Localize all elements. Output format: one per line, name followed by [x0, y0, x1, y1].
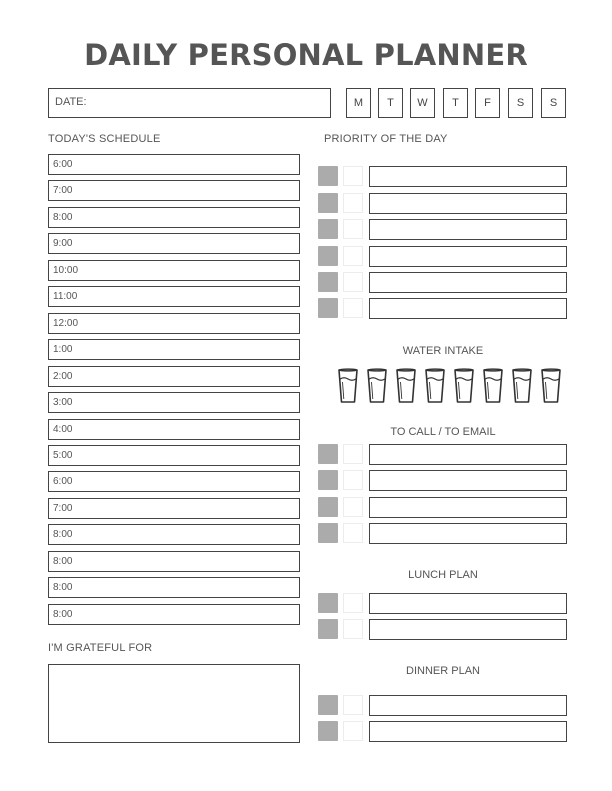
water-intake-label: WATER INTAKE: [402, 345, 484, 357]
dinner-plan-label: DINNER PLAN: [406, 665, 480, 677]
water-glass-icon[interactable]: [424, 368, 446, 404]
schedule-row[interactable]: [48, 180, 300, 201]
priority-input[interactable]: [369, 193, 567, 214]
priority-marker: [318, 246, 338, 266]
lunch-input[interactable]: [369, 619, 567, 640]
dinner-checkbox[interactable]: [343, 721, 363, 741]
day-thursday[interactable]: T: [443, 88, 468, 118]
schedule-time: 2:00: [53, 371, 73, 382]
lunch-plan-label: LUNCH PLAN: [408, 569, 478, 581]
to-call-checkbox[interactable]: [343, 470, 363, 490]
schedule-time: 6:00: [53, 476, 73, 487]
schedule-row[interactable]: [48, 419, 300, 440]
schedule-time: 8:00: [53, 529, 73, 540]
schedule-row[interactable]: [48, 233, 300, 254]
schedule-row[interactable]: [48, 366, 300, 387]
schedule-row[interactable]: [48, 604, 300, 625]
schedule-time: 11:00: [53, 291, 78, 302]
to-call-checkbox[interactable]: [343, 523, 363, 543]
lunch-checkbox[interactable]: [343, 619, 363, 639]
priority-checkbox[interactable]: [343, 246, 363, 266]
schedule-time: 8:00: [53, 609, 73, 620]
schedule-row[interactable]: [48, 524, 300, 545]
schedule-row[interactable]: [48, 207, 300, 228]
schedule-row[interactable]: [48, 498, 300, 519]
schedule-row[interactable]: [48, 286, 300, 307]
to-call-checkbox[interactable]: [343, 444, 363, 464]
schedule-row[interactable]: [48, 339, 300, 360]
water-glass-icon[interactable]: [366, 368, 388, 404]
dinner-input[interactable]: [369, 721, 567, 742]
to-call-marker: [318, 523, 338, 543]
priority-checkbox[interactable]: [343, 272, 363, 292]
schedule-row[interactable]: [48, 260, 300, 281]
day-wednesday[interactable]: W: [410, 88, 435, 118]
to-call-label: TO CALL / TO EMAIL: [390, 426, 496, 438]
dinner-marker: [318, 695, 338, 715]
lunch-marker: [318, 619, 338, 639]
schedule-row[interactable]: [48, 154, 300, 175]
priority-marker: [318, 272, 338, 292]
water-glass-icon[interactable]: [511, 368, 533, 404]
schedule-time: 12:00: [53, 318, 79, 329]
priority-marker: [318, 193, 338, 213]
priority-label: PRIORITY OF THE DAY: [324, 133, 448, 145]
date-label: DATE:: [55, 96, 87, 108]
priority-checkbox[interactable]: [343, 298, 363, 318]
water-glass-icon[interactable]: [482, 368, 504, 404]
lunch-input[interactable]: [369, 593, 567, 614]
day-tuesday[interactable]: T: [378, 88, 403, 118]
grateful-textarea[interactable]: [48, 664, 300, 743]
water-glass-icon[interactable]: [337, 368, 359, 404]
schedule-time: 10:00: [53, 265, 79, 276]
priority-checkbox[interactable]: [343, 219, 363, 239]
to-call-input[interactable]: [369, 523, 567, 544]
schedule-row[interactable]: [48, 551, 300, 572]
day-sunday[interactable]: S: [541, 88, 566, 118]
priority-marker: [318, 166, 338, 186]
schedule-row[interactable]: [48, 471, 300, 492]
schedule-time: 1:00: [53, 344, 73, 355]
page-title: DAILY PERSONAL PLANNER: [84, 38, 528, 72]
priority-marker: [318, 298, 338, 318]
schedule-label: TODAY'S SCHEDULE: [48, 133, 161, 145]
to-call-marker: [318, 470, 338, 490]
priority-checkbox[interactable]: [343, 193, 363, 213]
dinner-checkbox[interactable]: [343, 695, 363, 715]
to-call-input[interactable]: [369, 470, 567, 491]
day-friday[interactable]: F: [475, 88, 500, 118]
schedule-time: 8:00: [53, 212, 73, 223]
dinner-marker: [318, 721, 338, 741]
to-call-input[interactable]: [369, 444, 567, 465]
day-monday[interactable]: M: [346, 88, 371, 118]
lunch-marker: [318, 593, 338, 613]
priority-input[interactable]: [369, 166, 567, 187]
priority-input[interactable]: [369, 246, 567, 267]
schedule-time: 8:00: [53, 556, 73, 567]
to-call-marker: [318, 444, 338, 464]
day-saturday[interactable]: S: [508, 88, 533, 118]
priority-input[interactable]: [369, 272, 567, 293]
water-glass-icon[interactable]: [453, 368, 475, 404]
lunch-checkbox[interactable]: [343, 593, 363, 613]
dinner-input[interactable]: [369, 695, 567, 716]
priority-marker: [318, 219, 338, 239]
to-call-input[interactable]: [369, 497, 567, 518]
schedule-time: 8:00: [53, 582, 73, 593]
schedule-time: 5:00: [53, 450, 73, 461]
priority-input[interactable]: [369, 219, 567, 240]
priority-checkbox[interactable]: [343, 166, 363, 186]
priority-input[interactable]: [369, 298, 567, 319]
grateful-label: I'M GRATEFUL FOR: [48, 642, 153, 654]
schedule-time: 9:00: [53, 238, 73, 249]
schedule-row[interactable]: [48, 392, 300, 413]
schedule-row[interactable]: [48, 577, 300, 598]
water-glass-icon[interactable]: [540, 368, 562, 404]
to-call-marker: [318, 497, 338, 517]
schedule-row[interactable]: [48, 313, 300, 334]
to-call-checkbox[interactable]: [343, 497, 363, 517]
schedule-time: 7:00: [53, 503, 73, 514]
schedule-time: 6:00: [53, 159, 73, 170]
water-glass-icon[interactable]: [395, 368, 417, 404]
schedule-time: 7:00: [53, 185, 73, 196]
schedule-time: 4:00: [53, 424, 73, 435]
schedule-row[interactable]: [48, 445, 300, 466]
schedule-time: 3:00: [53, 397, 73, 408]
date-field[interactable]: [48, 88, 331, 118]
